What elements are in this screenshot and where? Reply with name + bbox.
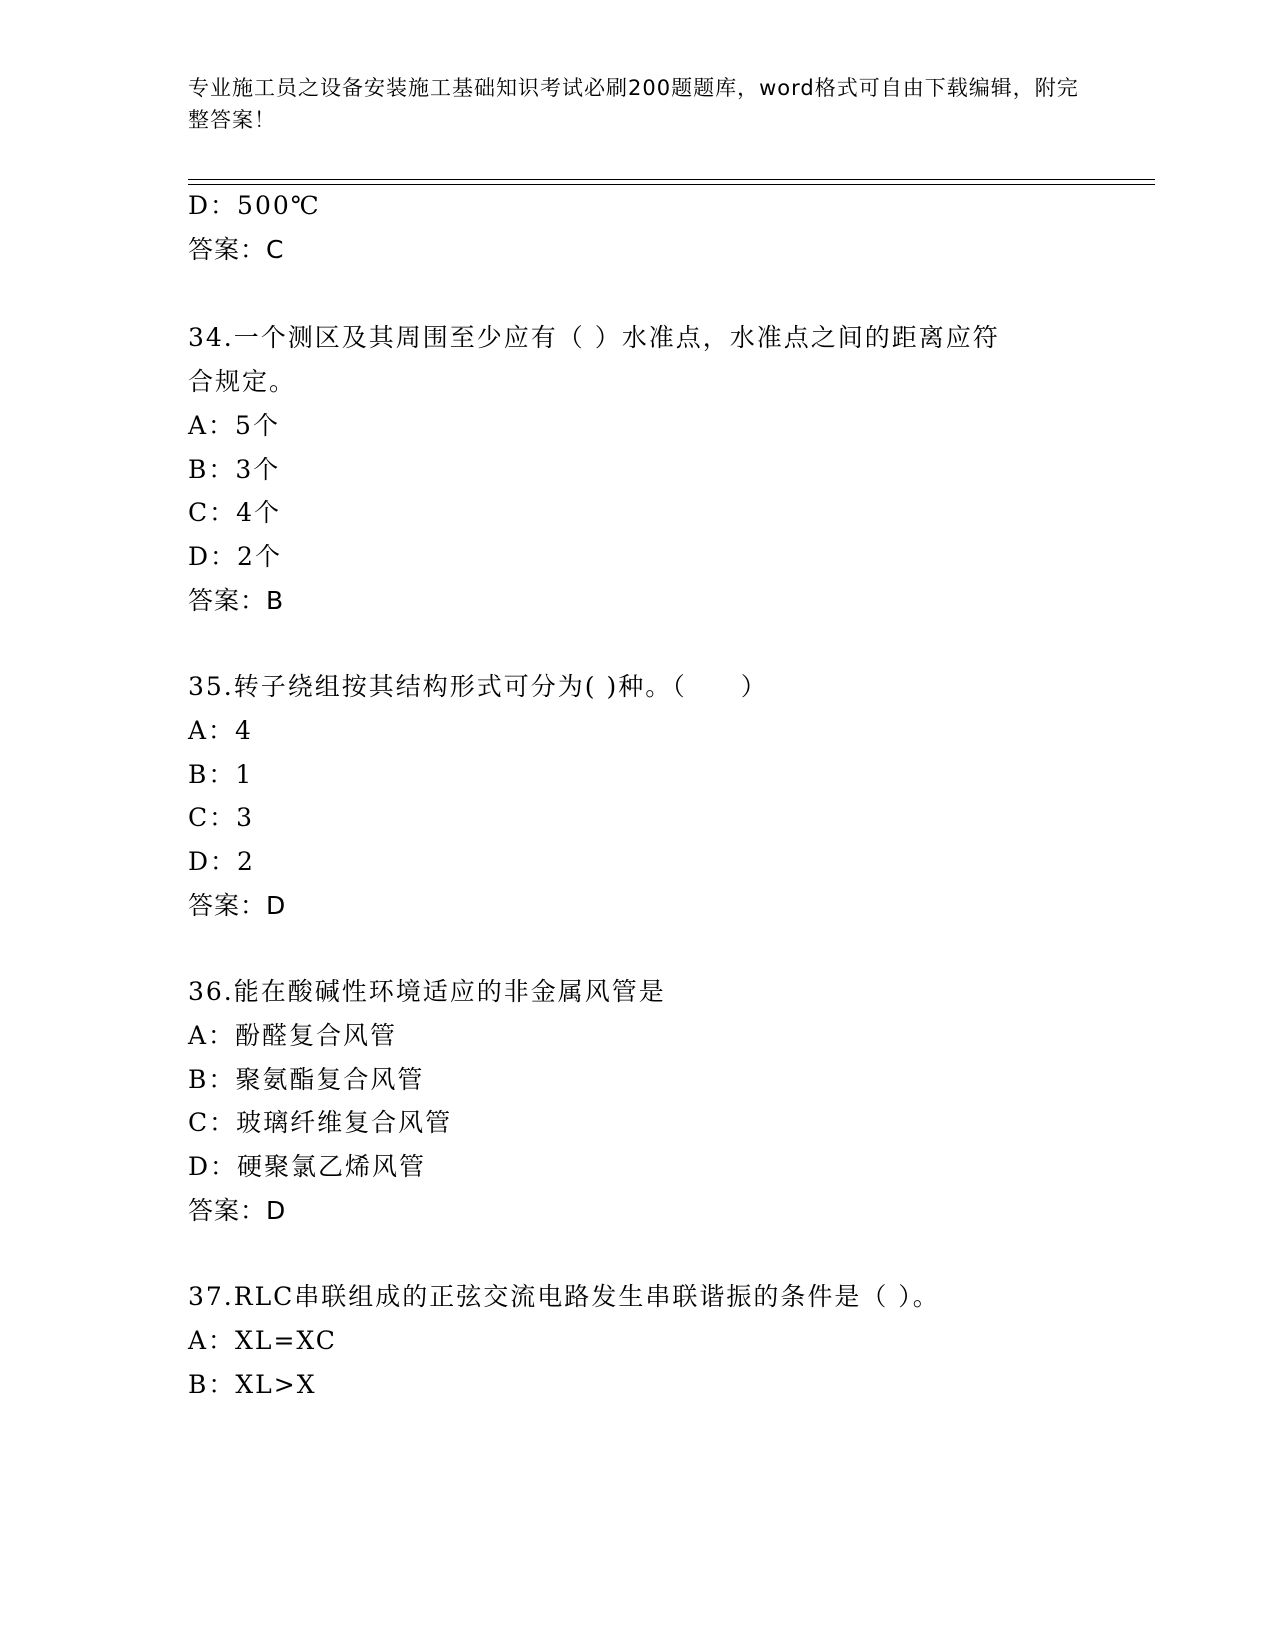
question-37-stem-line1: 37.RLC串联组成的正弦交流电路发生串联谐振的条件是（ ）。 — [188, 1282, 940, 1311]
question-34-option-b: B：3个 — [188, 455, 281, 484]
question-36-stem-line1: 36.能在酸碱性环境适应的非金属风管是 — [188, 977, 666, 1006]
question-34-option-a: A：5个 — [188, 411, 280, 440]
question-35-option-b: B：1 — [188, 760, 254, 789]
header-divider-bottom — [188, 184, 1155, 185]
question-37-option-a: A：XL=XC — [188, 1326, 337, 1355]
answer-fragment: 答案：C — [188, 235, 285, 264]
question-35-stem-line1: 35.转子绕组按其结构形式可分为( )种。（ ） — [188, 672, 768, 701]
question-36-answer: 答案：D — [188, 1196, 287, 1225]
option-d-fragment: D：500℃ — [188, 191, 321, 220]
question-34-option-c: C：4个 — [188, 498, 282, 527]
question-35-option-d: D：2 — [188, 847, 255, 876]
question-34-stem-line1: 34.一个测区及其周围至少应有（ ）水准点，水准点之间的距离应符 — [188, 323, 1000, 352]
question-35-option-a: A：4 — [188, 716, 253, 745]
question-35-answer: 答案：D — [188, 891, 287, 920]
question-35-option-c: C：3 — [188, 803, 255, 832]
question-34-option-d: D：2个 — [188, 542, 282, 571]
question-36-option-b: B：聚氨酯复合风管 — [188, 1065, 425, 1094]
header-divider-top — [188, 179, 1155, 180]
question-36-option-c: C：玻璃纤维复合风管 — [188, 1108, 453, 1137]
question-37-option-b: B：XL>X — [188, 1370, 317, 1399]
question-34-answer: 答案：B — [188, 586, 285, 615]
document-header-title: 专业施工员之设备安装施工基础知识考试必刷200题题库，word格式可自由下载编辑，附完整答案！ — [188, 76, 1079, 132]
question-36-option-a: A：酚醛复合风管 — [188, 1021, 398, 1050]
question-36-option-d: D：硬聚氯乙烯风管 — [188, 1152, 427, 1181]
question-34-stem-line2: 合规定。 — [188, 367, 297, 396]
